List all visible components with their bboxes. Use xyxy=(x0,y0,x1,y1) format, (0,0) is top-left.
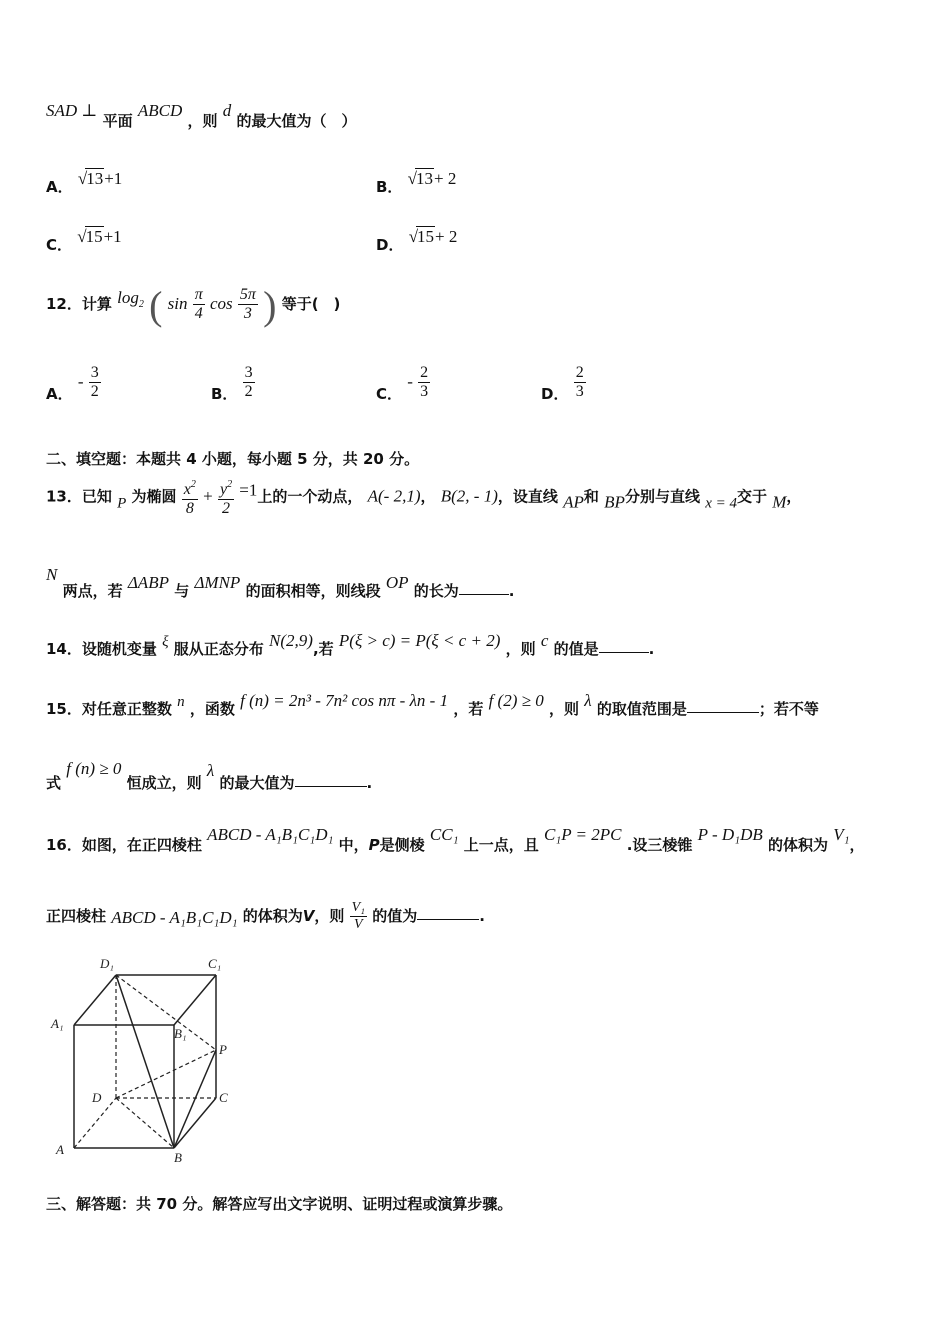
frac-num: 2 xyxy=(575,364,584,381)
q16-line2 xyxy=(46,900,485,933)
frac-num: 3 xyxy=(90,364,99,381)
x2-over-8 xyxy=(182,476,198,518)
label-c1: C₁ xyxy=(208,956,222,971)
period: . xyxy=(508,582,515,600)
c-var: c xyxy=(540,631,549,650)
option-sign: - xyxy=(407,372,413,391)
q12-stem: 12．计算 $\log_2$ ( sin $\frac{\pi}{4}$ cos $\frac{5\pi}{3}$ ) 等于( ) xyxy=(46,283,341,328)
q15-line1 xyxy=(46,690,819,718)
option-fraction xyxy=(574,364,586,401)
segment-op: OP xyxy=(385,573,409,592)
option-label: A． xyxy=(46,178,73,196)
frac-den: 3 xyxy=(420,383,429,400)
q13-cross: 交于 xyxy=(736,487,767,506)
point-b: B(2, - 1) xyxy=(440,486,498,506)
v1-over-v xyxy=(350,900,367,933)
normal-dist: N(2,9) xyxy=(269,631,313,650)
q15-always: 恒成立，则 xyxy=(126,774,202,792)
option-tail: + 2 xyxy=(434,169,457,188)
q13-p: P xyxy=(117,495,127,512)
f2-condition: f (2) ≥ 0 xyxy=(488,691,544,710)
period: . xyxy=(479,907,485,925)
segment-p-b xyxy=(174,1050,216,1148)
q11-plane: 平面 xyxy=(102,112,133,130)
answer-blank[interactable] xyxy=(417,918,479,920)
frac-num: V₁ xyxy=(351,900,366,915)
sin-text: sin xyxy=(167,294,188,313)
radicand: 15 xyxy=(85,227,103,246)
answer-blank[interactable] xyxy=(459,593,509,595)
q16-is-on-edge: 是侧棱 xyxy=(379,836,425,854)
q12-suffix: 等于( ) xyxy=(281,295,341,313)
period: . xyxy=(366,774,373,792)
fn-ge0: f (n) ≥ 0 xyxy=(66,759,122,778)
frac-num: π xyxy=(194,286,203,303)
q11-ask: 的最大值为（ ） xyxy=(236,112,357,130)
section-3-title: 三、解答题：共 70 分。解答应写出文字说明、证明过程或演算步骤。 xyxy=(46,1195,513,1213)
q12-option-d[interactable] xyxy=(541,364,586,401)
option-label: D． xyxy=(541,385,569,403)
n-var: n xyxy=(177,694,185,710)
q16-in: 中， xyxy=(338,836,369,854)
label-b: B xyxy=(174,1150,182,1165)
line-x4: x = 4 xyxy=(705,495,737,512)
q13-number: 13． xyxy=(46,487,82,506)
option-sign: - xyxy=(77,372,84,391)
q14-if: ,若 xyxy=(312,640,334,658)
frac-den: V xyxy=(354,917,363,932)
frac-den: 2 xyxy=(244,383,253,400)
frac-num: 5π xyxy=(239,286,256,303)
radicand: 13 xyxy=(86,169,104,188)
frac-den: 3 xyxy=(575,383,584,400)
answer-blank[interactable] xyxy=(599,651,649,653)
q14-number: 14． xyxy=(46,640,82,658)
label-c: C xyxy=(219,1090,228,1105)
q16-value: 的值为 xyxy=(372,907,418,925)
exp: 2 xyxy=(190,479,196,490)
triangle-mnp: ΔMNP xyxy=(194,573,241,592)
frac-den: 4 xyxy=(194,305,203,322)
point-a: A(- 2,1) xyxy=(367,486,421,506)
function-fn: f (n) = 2n³ - 7n² cos nπ - λn - 1 xyxy=(240,691,449,710)
frac-den: 8 xyxy=(185,500,194,517)
v1-var: V₁ xyxy=(833,825,850,844)
q13-length: 的长为 xyxy=(413,582,459,600)
q15-any-n: 对任意正整数 xyxy=(81,700,172,718)
point-n: N xyxy=(46,565,58,584)
q15-then: ，则 xyxy=(548,700,579,718)
frac-den: 2 xyxy=(90,383,99,400)
q11-abcd: ABCD xyxy=(137,101,183,120)
q15-range: 的取值范围是 xyxy=(596,700,687,718)
xi-var: ξ xyxy=(162,634,169,650)
label-b1: B₁ xyxy=(174,1026,187,1041)
and: 和 xyxy=(583,487,599,506)
frac-den: 2 xyxy=(222,500,230,517)
answer-blank-max[interactable] xyxy=(295,785,367,787)
c1p-relation: C₁P = 2PC xyxy=(543,825,622,844)
lambda-var: λ xyxy=(206,761,215,780)
label-d1: D₁ xyxy=(100,956,114,971)
prism-name: ABCD - A₁B₁C₁D₁ xyxy=(111,908,238,927)
q12-prefix: 计算 xyxy=(81,295,112,313)
pi-over-4 xyxy=(193,286,205,323)
q11-sad: SAD ⊥ xyxy=(46,101,98,120)
prism-figure xyxy=(44,950,244,1165)
option-tail: +1 xyxy=(103,227,122,246)
segment-d1-b xyxy=(116,975,174,1148)
label-d: D xyxy=(92,1090,102,1105)
q16-line1 xyxy=(46,824,865,854)
log-text: log xyxy=(117,288,139,307)
option-label: B． xyxy=(211,385,238,403)
comma: ， xyxy=(420,487,436,506)
label-a1: A₁ xyxy=(51,1016,64,1031)
edge-b-c xyxy=(174,1098,216,1148)
option-label: B． xyxy=(376,178,403,196)
point-m: M xyxy=(772,492,787,512)
label-a: A xyxy=(56,1142,64,1157)
comma: ， xyxy=(849,836,865,854)
log-base: 2 xyxy=(138,299,144,310)
segment-d-p xyxy=(116,1050,216,1098)
label-p: P xyxy=(219,1042,227,1057)
frac-den: 3 xyxy=(243,305,252,322)
option-fraction xyxy=(418,364,430,401)
q15-number: 15． xyxy=(46,700,82,718)
q13-meet: 分别与直线 xyxy=(624,487,700,506)
option-label: C． xyxy=(376,385,403,403)
q15-max: 的最大值为 xyxy=(219,774,295,792)
q11-d: d xyxy=(222,101,232,120)
q11-option-b[interactable]: B． √13+ 2 xyxy=(376,169,457,196)
y2-over-2 xyxy=(218,476,234,518)
edge-a-d xyxy=(74,1098,116,1148)
q16-prism-word: 正四棱柱 xyxy=(46,907,107,925)
plus-sign: + xyxy=(203,486,213,506)
q16-number: 16． xyxy=(46,836,82,854)
q16-then: ，则 xyxy=(314,907,345,925)
q12-option-a[interactable] xyxy=(46,364,101,401)
prism-name: ABCD - A₁B₁C₁D₁ xyxy=(207,825,334,844)
radicand: 15 xyxy=(417,227,435,246)
q14-then: ，则 xyxy=(505,640,536,658)
option-fraction xyxy=(89,364,101,401)
comma: ， xyxy=(786,487,802,506)
q12-option-c[interactable] xyxy=(376,364,430,401)
x-var: x xyxy=(183,481,191,498)
option-label: D． xyxy=(376,236,404,254)
cos-text: cos xyxy=(209,294,233,313)
q11-option-d[interactable]: D． √15+ 2 xyxy=(376,227,458,254)
q16-let-vol: .设三棱锥 xyxy=(626,836,693,854)
q13-moving: 上的一个动点， xyxy=(257,487,363,506)
frac-num: 3 xyxy=(244,364,253,381)
segment-d1-p xyxy=(116,975,216,1050)
edge-d1-a1 xyxy=(74,975,116,1025)
option-tail: +1 xyxy=(104,169,123,188)
q14-stem xyxy=(46,630,655,658)
q14-let-var: 设随机变量 xyxy=(81,640,157,658)
lambda-var: λ xyxy=(584,691,592,710)
q11-then: ，则 xyxy=(187,112,218,130)
q16-a-point: 上一点，且 xyxy=(463,836,539,854)
q12-number: 12． xyxy=(46,295,82,313)
line-ap: AP xyxy=(563,492,584,512)
q13-equal-area: 的面积相等，则线段 xyxy=(245,582,381,600)
q13-two-points: 两点，若 xyxy=(62,582,123,600)
q15-if: ，若 xyxy=(453,700,484,718)
q12-option-b[interactable] xyxy=(211,364,255,401)
equals-one: =1 xyxy=(239,480,258,500)
q15-semi: ；若不等 xyxy=(758,700,819,718)
q16-vol-v: 的体积为 xyxy=(242,907,303,925)
with: 与 xyxy=(174,582,190,600)
frac-num: 2 xyxy=(420,364,429,381)
q15-func: ，函数 xyxy=(189,700,235,718)
p-var: P xyxy=(368,836,380,854)
five-pi-over-3 xyxy=(238,286,258,323)
q11-option-c[interactable]: C． √15+1 xyxy=(46,227,122,254)
q16-vol-is: 的体积为 xyxy=(768,836,829,854)
radicand: 13 xyxy=(416,169,434,188)
option-fraction xyxy=(243,364,255,401)
triangle-abp: ΔABP xyxy=(127,573,169,592)
q15-line2 xyxy=(46,759,373,792)
exp: 2 xyxy=(227,479,233,490)
option-label: C． xyxy=(46,236,73,254)
section-2-title: 二、填空题：本题共 4 小题，每小题 5 分，共 20 分。 xyxy=(46,450,420,468)
q11-tail xyxy=(46,100,357,130)
q15-ineq-word: 式 xyxy=(46,774,62,792)
q12-log xyxy=(117,288,144,310)
edge-b1-c1 xyxy=(174,975,216,1025)
q16-as-fig: 如图，在正四棱柱 xyxy=(81,836,202,854)
q14-value: 的值是 xyxy=(553,640,599,658)
q14-follows: 服从正态分布 xyxy=(173,640,264,658)
q13-known: 已知 xyxy=(81,487,112,506)
answer-blank-range[interactable] xyxy=(687,711,759,713)
y-var: y xyxy=(219,481,228,498)
option-label: A． xyxy=(46,385,73,403)
q13-line1 xyxy=(46,476,801,518)
line-bp: BP xyxy=(604,492,625,512)
q13-is-on: 为椭圆 xyxy=(131,487,177,506)
q13-set-lines: ，设直线 xyxy=(497,487,558,506)
v-var: V xyxy=(302,907,315,925)
q13-line2 xyxy=(46,565,515,600)
option-tail: + 2 xyxy=(435,227,458,246)
period: . xyxy=(648,640,655,658)
edge-cc1: CC₁ xyxy=(429,825,459,844)
q11-option-a[interactable]: A． √13+1 xyxy=(46,169,123,196)
pyramid-name: P - D₁DB xyxy=(697,825,763,844)
prob-equation: P(ξ > c) = P(ξ < c + 2) xyxy=(338,631,501,650)
